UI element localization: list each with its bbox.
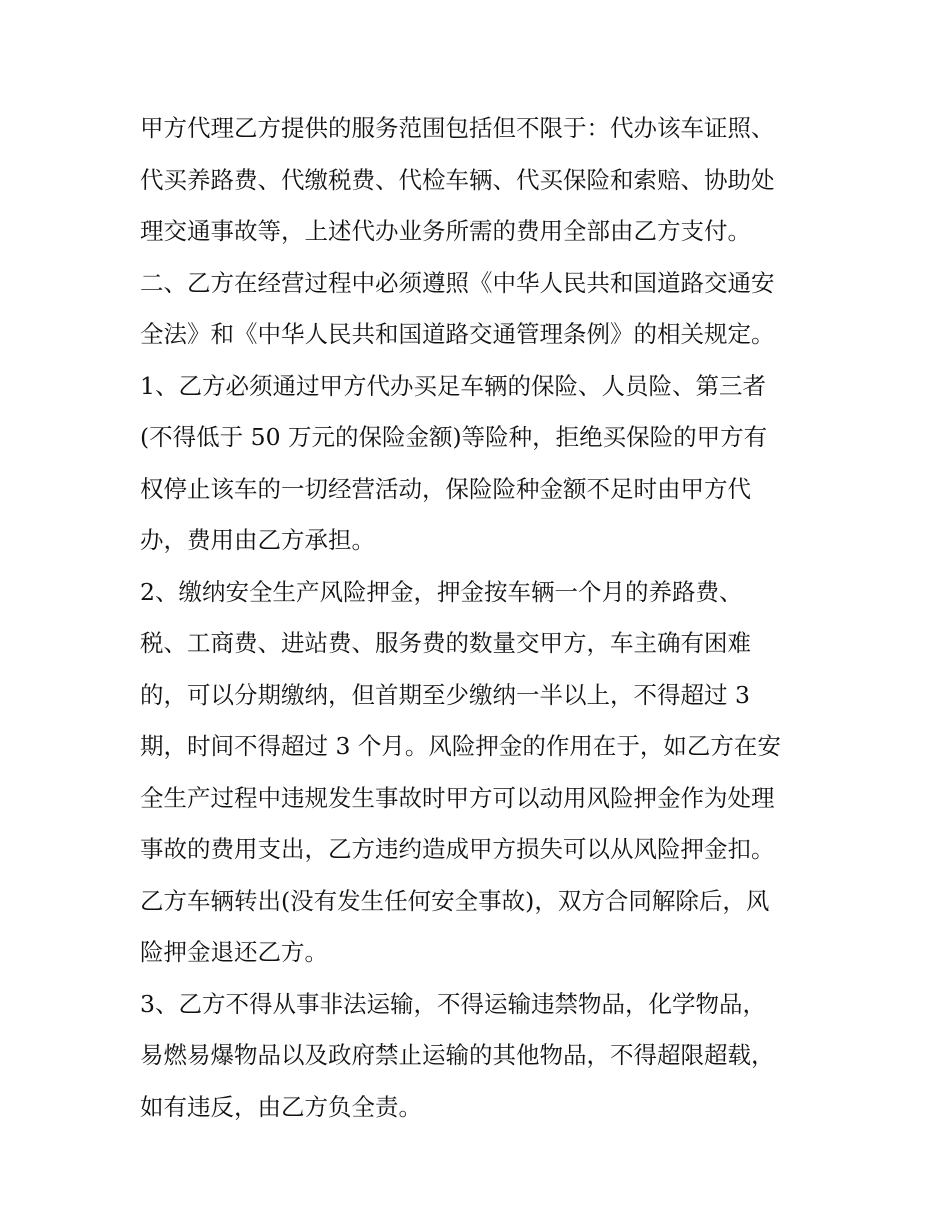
text-line: 全法》和《中华人民共和国道路交通管理条例》的相关规定。: [140, 320, 775, 348]
text-line: 易燃易爆物品以及政府禁止运输的其他物品，不得超限超载，: [140, 1041, 775, 1069]
text-line: 二、乙方在经营过程中必须遵照《中华人民共和国道路交通安: [140, 268, 775, 297]
document-body: [140, 108, 830, 1138]
text-line: 税、工商费、进站费、服务费的数量交甲方，车主确有困难: [140, 629, 751, 657]
text-line: 乙方车辆转出(没有发生任何安全事故)，双方合同解除后，风: [140, 886, 770, 915]
text-line: 代买养路费、代缴税费、代检车辆、代买保险和索赔、协助处: [140, 165, 775, 194]
text-line: 2、缴纳安全生产风险押金，押金按车辆一个月的养路费、: [140, 577, 743, 606]
text-line: 的，可以分期缴纳，但首期至少缴纳一半以上，不得超过 3: [140, 680, 750, 709]
text-line: 甲方代理乙方提供的服务范围包括但不限于：代办该车证照、: [140, 114, 775, 142]
text-line: 3、乙方不得从事非法运输，不得运输违禁物品，化学物品，: [140, 989, 766, 1018]
text-line: (不得低于 50 万元的保险金额)等险种，拒绝买保险的甲方有: [140, 423, 768, 451]
text-line: 办，费用由乙方承担。: [140, 526, 375, 554]
text-line: 险押金退还乙方。: [140, 938, 328, 966]
text-line: 权停止该车的一切经营活动，保险险种金额不足时由甲方代: [140, 474, 751, 503]
text-line: 如有违反，由乙方负全责。: [140, 1092, 422, 1121]
text-line: 事故的费用支出，乙方违约造成甲方损失可以从风险押金扣。: [140, 835, 775, 863]
text-line: 1、乙方必须通过甲方代办买足车辆的保险、人员险、第三者: [140, 371, 766, 400]
text-line: 全生产过程中违规发生事故时甲方可以动用风险押金作为处理: [140, 783, 775, 812]
text-line: 理交通事故等，上述代办业务所需的费用全部由乙方支付。: [140, 217, 751, 245]
text-line: 期，时间不得超过 3 个月。风险押金的作用在于，如乙方在安: [140, 732, 781, 760]
